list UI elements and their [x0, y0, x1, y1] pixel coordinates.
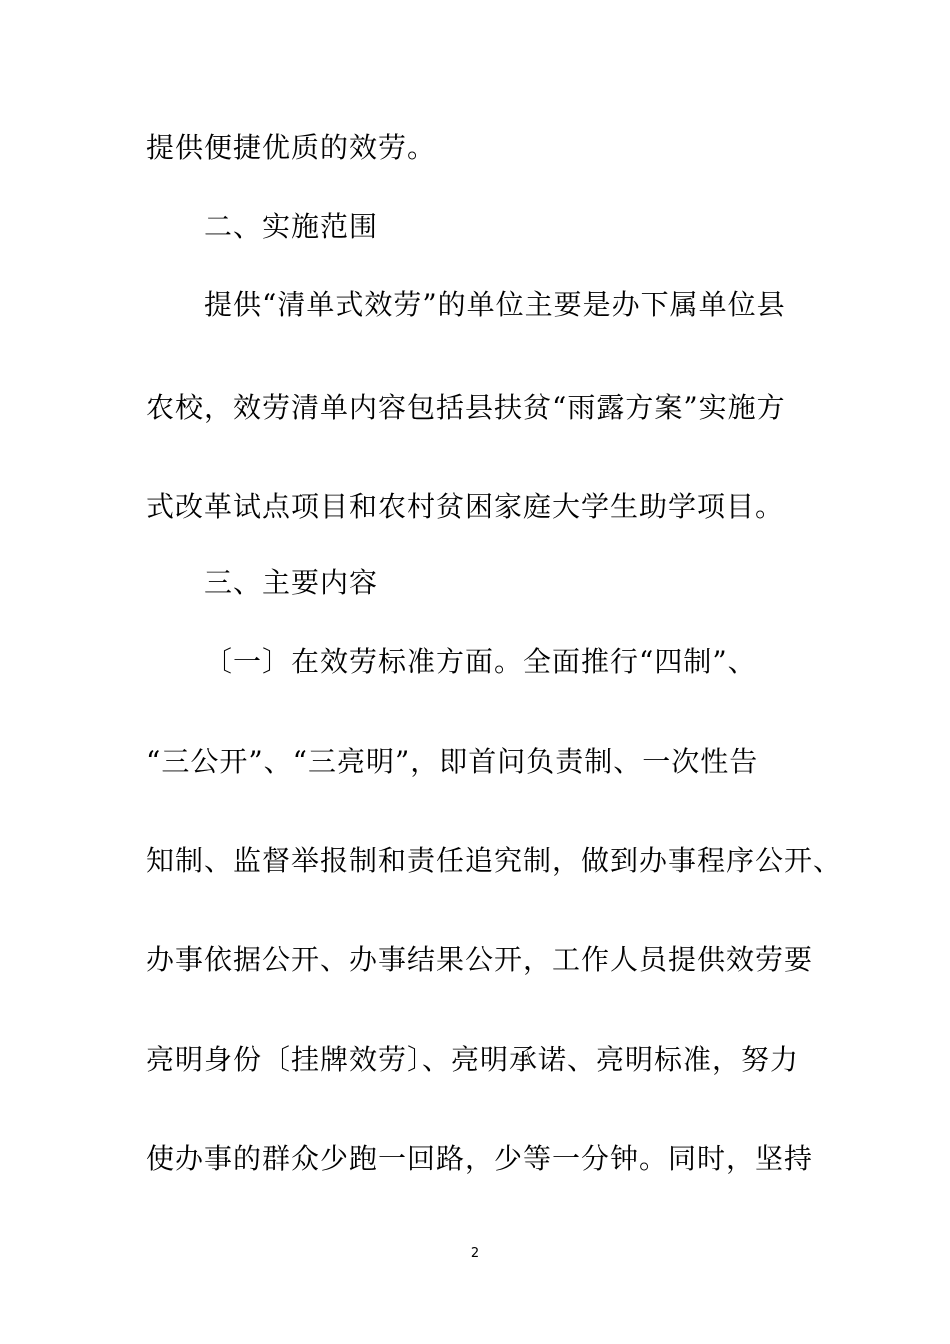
paragraph-line: 知制、监督举报制和责任追究制，做到办事程序公开、: [146, 844, 843, 877]
paragraph-line: 式改革试点项目和农村贫困家庭大学生助学项目。: [146, 490, 785, 523]
paragraph-line: “三公开”、“三亮明”，即首问负责制、一次性告: [146, 745, 759, 778]
page-number: 2: [470, 1246, 480, 1261]
paragraph-line: 亮明身份〔挂牌效劳〕、亮明承诺、亮明标准，努力: [146, 1043, 800, 1076]
section-heading-scope: 二、实施范围: [204, 210, 379, 243]
paragraph-line: 〔一〕在效劳标准方面。全面推行“四制”、: [204, 645, 757, 678]
section-heading-content: 三、主要内容: [204, 566, 379, 599]
paragraph-line: 提供“清单式效劳”的单位主要是办下属单位县: [204, 288, 786, 321]
paragraph-line: 使办事的群众少跑一回路，少等一分钟。同时，坚持: [146, 1142, 814, 1175]
paragraph-line: 办事依据公开、办事结果公开，工作人员提供效劳要: [146, 943, 814, 976]
paragraph-line: 提供便捷优质的效劳。: [146, 131, 437, 164]
paragraph-line: 农校，效劳清单内容包括县扶贫“雨露方案”实施方: [146, 391, 786, 424]
